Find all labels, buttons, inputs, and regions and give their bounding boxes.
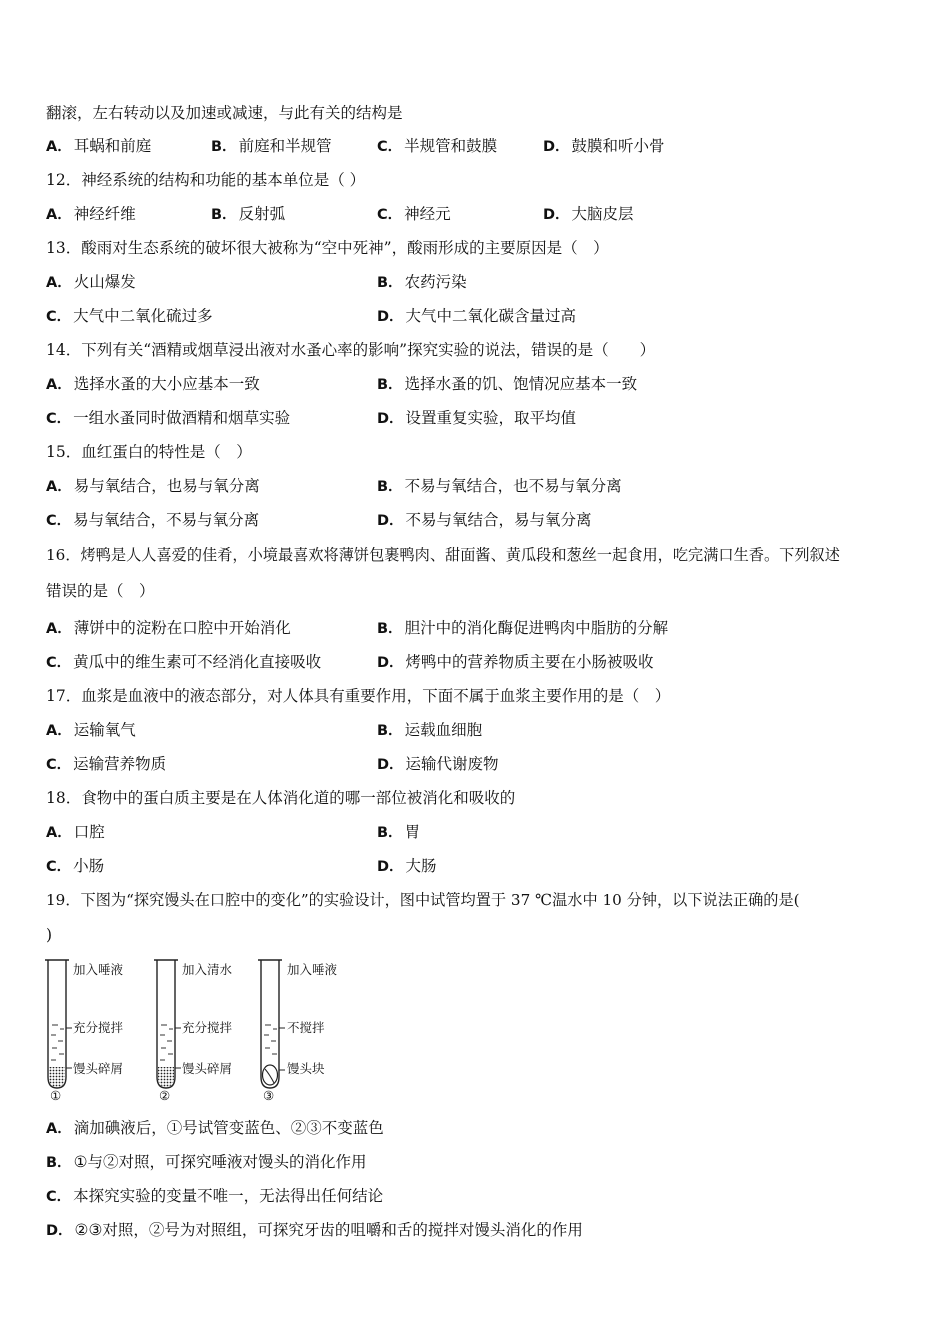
q11-option-c — [377, 136, 497, 157]
option-text: 口腔 — [73, 823, 105, 841]
q18-option-b — [377, 822, 420, 843]
option-text: 胃 — [404, 823, 421, 841]
option-letter: D． — [543, 207, 570, 223]
option-letter: D． — [377, 411, 404, 427]
q12-option-c — [377, 204, 451, 225]
option-letter: A． — [46, 621, 72, 637]
option-letter: C． — [377, 139, 403, 155]
test-tube-figure — [40, 955, 350, 1103]
q12-option-b — [211, 204, 285, 225]
q14-option-d — [377, 408, 576, 429]
option-letter: C． — [46, 655, 72, 671]
tube-3-mid-label: 不搅拌 — [287, 1020, 325, 1035]
option-text: 不易与氧结合，易与氧分离 — [405, 511, 592, 529]
option-text: 大气中二氧化硫过多 — [73, 307, 213, 325]
q17-option-a — [46, 720, 136, 741]
tube-3-number: ③ — [263, 1088, 275, 1103]
option-letter: B． — [377, 275, 403, 291]
option-letter: A． — [46, 825, 72, 841]
option-letter: C． — [46, 513, 72, 529]
q18-option-d — [377, 856, 437, 877]
option-text: 鼓膜和听小骨 — [571, 137, 665, 155]
option-letter: C． — [377, 207, 403, 223]
option-text: 选择水蚤的大小应基本一致 — [73, 375, 260, 393]
q11-stem-tail: 翻滚，左右转动以及加速或减速，与此有关的结构是 — [46, 104, 403, 122]
option-text: 滴加碘液后，①号试管变蓝色、②③不变蓝色 — [73, 1119, 384, 1137]
q15-option-d — [377, 510, 592, 531]
option-letter: A． — [46, 275, 72, 291]
option-text: 易与氧结合，不易与氧分离 — [73, 511, 260, 529]
q19-option-c — [46, 1186, 383, 1207]
option-letter: B． — [377, 723, 403, 739]
option-letter: B． — [211, 139, 237, 155]
q17-option-b — [377, 720, 482, 741]
q17-stem: 17．血浆是血液中的液态部分，对人体具有重要作用，下面不属于血浆主要作用的是（ ） — [46, 687, 671, 705]
tube-2-bottom-label: 馒头碎屑 — [182, 1061, 233, 1076]
option-text: 易与氧结合，也易与氧分离 — [73, 477, 260, 495]
q11-option-a — [46, 136, 151, 157]
option-letter: A． — [46, 207, 72, 223]
q16-stem-line2: 错误的是（ ） — [46, 582, 155, 600]
q13-option-a — [46, 272, 136, 293]
option-letter: B． — [377, 621, 403, 637]
option-text: 设置重复实验，取平均值 — [405, 409, 577, 427]
option-text: 烤鸭中的营养物质主要在小肠被吸收 — [405, 653, 654, 671]
q18-option-a — [46, 822, 105, 843]
option-letter: D． — [377, 309, 404, 325]
q13-stem: 13．酸雨对生态系统的破坏很大被称为“空中死神”，酸雨形成的主要原因是（ ） — [46, 239, 609, 257]
q13-option-d — [377, 306, 576, 327]
test-tube-1 — [45, 960, 72, 1088]
tube-3-top-label: 加入唾液 — [287, 962, 338, 977]
q11-option-b — [211, 136, 332, 157]
q17-option-d — [377, 754, 499, 775]
option-letter: A． — [46, 479, 72, 495]
q16-stem-line1: 16．烤鸭是人人喜爱的佳肴，小境最喜欢将薄饼包裹鸭肉、甜面酱、黄瓜段和葱丝一起食用，吃完满口生香。下列叙述 — [46, 546, 840, 564]
tube-1-top-label: 加入唾液 — [73, 962, 124, 977]
option-text: 大脑皮层 — [571, 205, 634, 223]
option-text: 农药污染 — [404, 273, 467, 291]
q14-option-b — [377, 374, 637, 395]
q19-option-b — [46, 1152, 366, 1173]
option-letter: B． — [377, 377, 403, 393]
option-letter: B． — [46, 1155, 72, 1171]
tube-2-top-label: 加入清水 — [182, 962, 233, 977]
option-text: 薄饼中的淀粉在口腔中开始消化 — [73, 619, 291, 637]
option-text: 不易与氧结合，也不易与氧分离 — [404, 477, 622, 495]
option-letter: B． — [211, 207, 237, 223]
option-letter: D． — [377, 655, 404, 671]
option-text: 耳蜗和前庭 — [73, 137, 152, 155]
q18-stem: 18．食物中的蛋白质主要是在人体消化道的哪一部位被消化和吸收的 — [46, 789, 516, 807]
option-text: 本探究实验的变量不唯一，无法得出任何结论 — [73, 1187, 384, 1205]
option-text: ①与②对照，可探究唾液对馒头的消化作用 — [73, 1153, 367, 1171]
option-letter: C． — [46, 411, 72, 427]
q15-option-c — [46, 510, 259, 531]
tube-1-bottom-label: 馒头碎屑 — [73, 1061, 124, 1076]
test-tube-3 — [258, 960, 285, 1088]
q18-option-c — [46, 856, 104, 877]
q19-stem-line2: ) — [46, 926, 53, 944]
option-letter: D． — [377, 513, 404, 529]
option-text: 反射弧 — [238, 205, 286, 223]
q14-stem: 14．下列有关“酒精或烟草浸出液对水蚤心率的影响”探究实验的说法，错误的是（ ） — [46, 341, 656, 359]
option-letter: B． — [377, 825, 403, 841]
q19-stem-line1: 19．下图为“探究馒头在口腔中的变化”的实验设计，图中试管均置于 37 ℃温水中 10 分钟，以下说法正确的是( — [46, 891, 800, 909]
test-tube-2 — [154, 960, 181, 1088]
option-text: ②③对照，②号为对照组，可探究牙齿的咀嚼和舌的搅拌对馒头消化的作用 — [74, 1221, 583, 1239]
option-letter: A． — [46, 139, 72, 155]
option-letter: C． — [46, 757, 72, 773]
q14-option-c — [46, 408, 290, 429]
option-letter: C． — [46, 309, 72, 325]
option-text: 运载血细胞 — [404, 721, 483, 739]
q17-option-c — [46, 754, 166, 775]
tube-2-number: ② — [159, 1088, 171, 1103]
q13-option-b — [377, 272, 467, 293]
q16-option-b — [377, 618, 668, 639]
option-text: 神经元 — [404, 205, 451, 223]
option-letter: D． — [46, 1223, 73, 1239]
q19-option-a — [46, 1118, 384, 1139]
option-text: 黄瓜中的维生素可不经消化直接吸收 — [73, 653, 322, 671]
option-letter: D． — [377, 757, 404, 773]
option-letter: A． — [46, 1121, 72, 1137]
q15-stem: 15．血红蛋白的特性是（ ） — [46, 443, 252, 461]
q12-option-a — [46, 204, 136, 225]
option-letter: B． — [377, 479, 403, 495]
q16-option-c — [46, 652, 321, 673]
option-text: 前庭和半规管 — [238, 137, 332, 155]
option-text: 大肠 — [405, 857, 437, 875]
option-text: 运输营养物质 — [73, 755, 167, 773]
option-letter: D． — [377, 859, 404, 875]
tube-2-mid-label: 充分搅拌 — [182, 1020, 233, 1035]
option-text: 运输代谢废物 — [405, 755, 499, 773]
option-letter: D． — [543, 139, 570, 155]
option-text: 胆汁中的消化酶促进鸭肉中脂肪的分解 — [404, 619, 669, 637]
q15-option-a — [46, 476, 260, 497]
q12-stem: 12．神经系统的结构和功能的基本单位是（ ） — [46, 171, 366, 189]
tube-1-mid-label: 充分搅拌 — [73, 1020, 124, 1035]
tube-3-bottom-label: 馒头块 — [287, 1061, 325, 1076]
option-text: 小肠 — [73, 857, 105, 875]
option-text: 一组水蚤同时做酒精和烟草实验 — [73, 409, 291, 427]
option-letter: A． — [46, 377, 72, 393]
option-letter: A． — [46, 723, 72, 739]
q14-option-a — [46, 374, 260, 395]
option-text: 半规管和鼓膜 — [404, 137, 498, 155]
q16-option-a — [46, 618, 291, 639]
q12-option-d — [543, 204, 634, 225]
q16-option-d — [377, 652, 654, 673]
tube-1-number: ① — [50, 1088, 62, 1103]
option-text: 大气中二氧化碳含量过高 — [405, 307, 577, 325]
option-text: 运输氧气 — [73, 721, 136, 739]
option-letter: C． — [46, 859, 72, 875]
q11-option-d — [543, 136, 665, 157]
option-text: 火山爆发 — [73, 273, 136, 291]
option-text: 神经纤维 — [73, 205, 136, 223]
q19-option-d — [46, 1220, 583, 1241]
option-text: 选择水蚤的饥、饱情况应基本一致 — [404, 375, 638, 393]
q15-option-b — [377, 476, 622, 497]
q13-option-c — [46, 306, 213, 327]
option-letter: C． — [46, 1189, 72, 1205]
